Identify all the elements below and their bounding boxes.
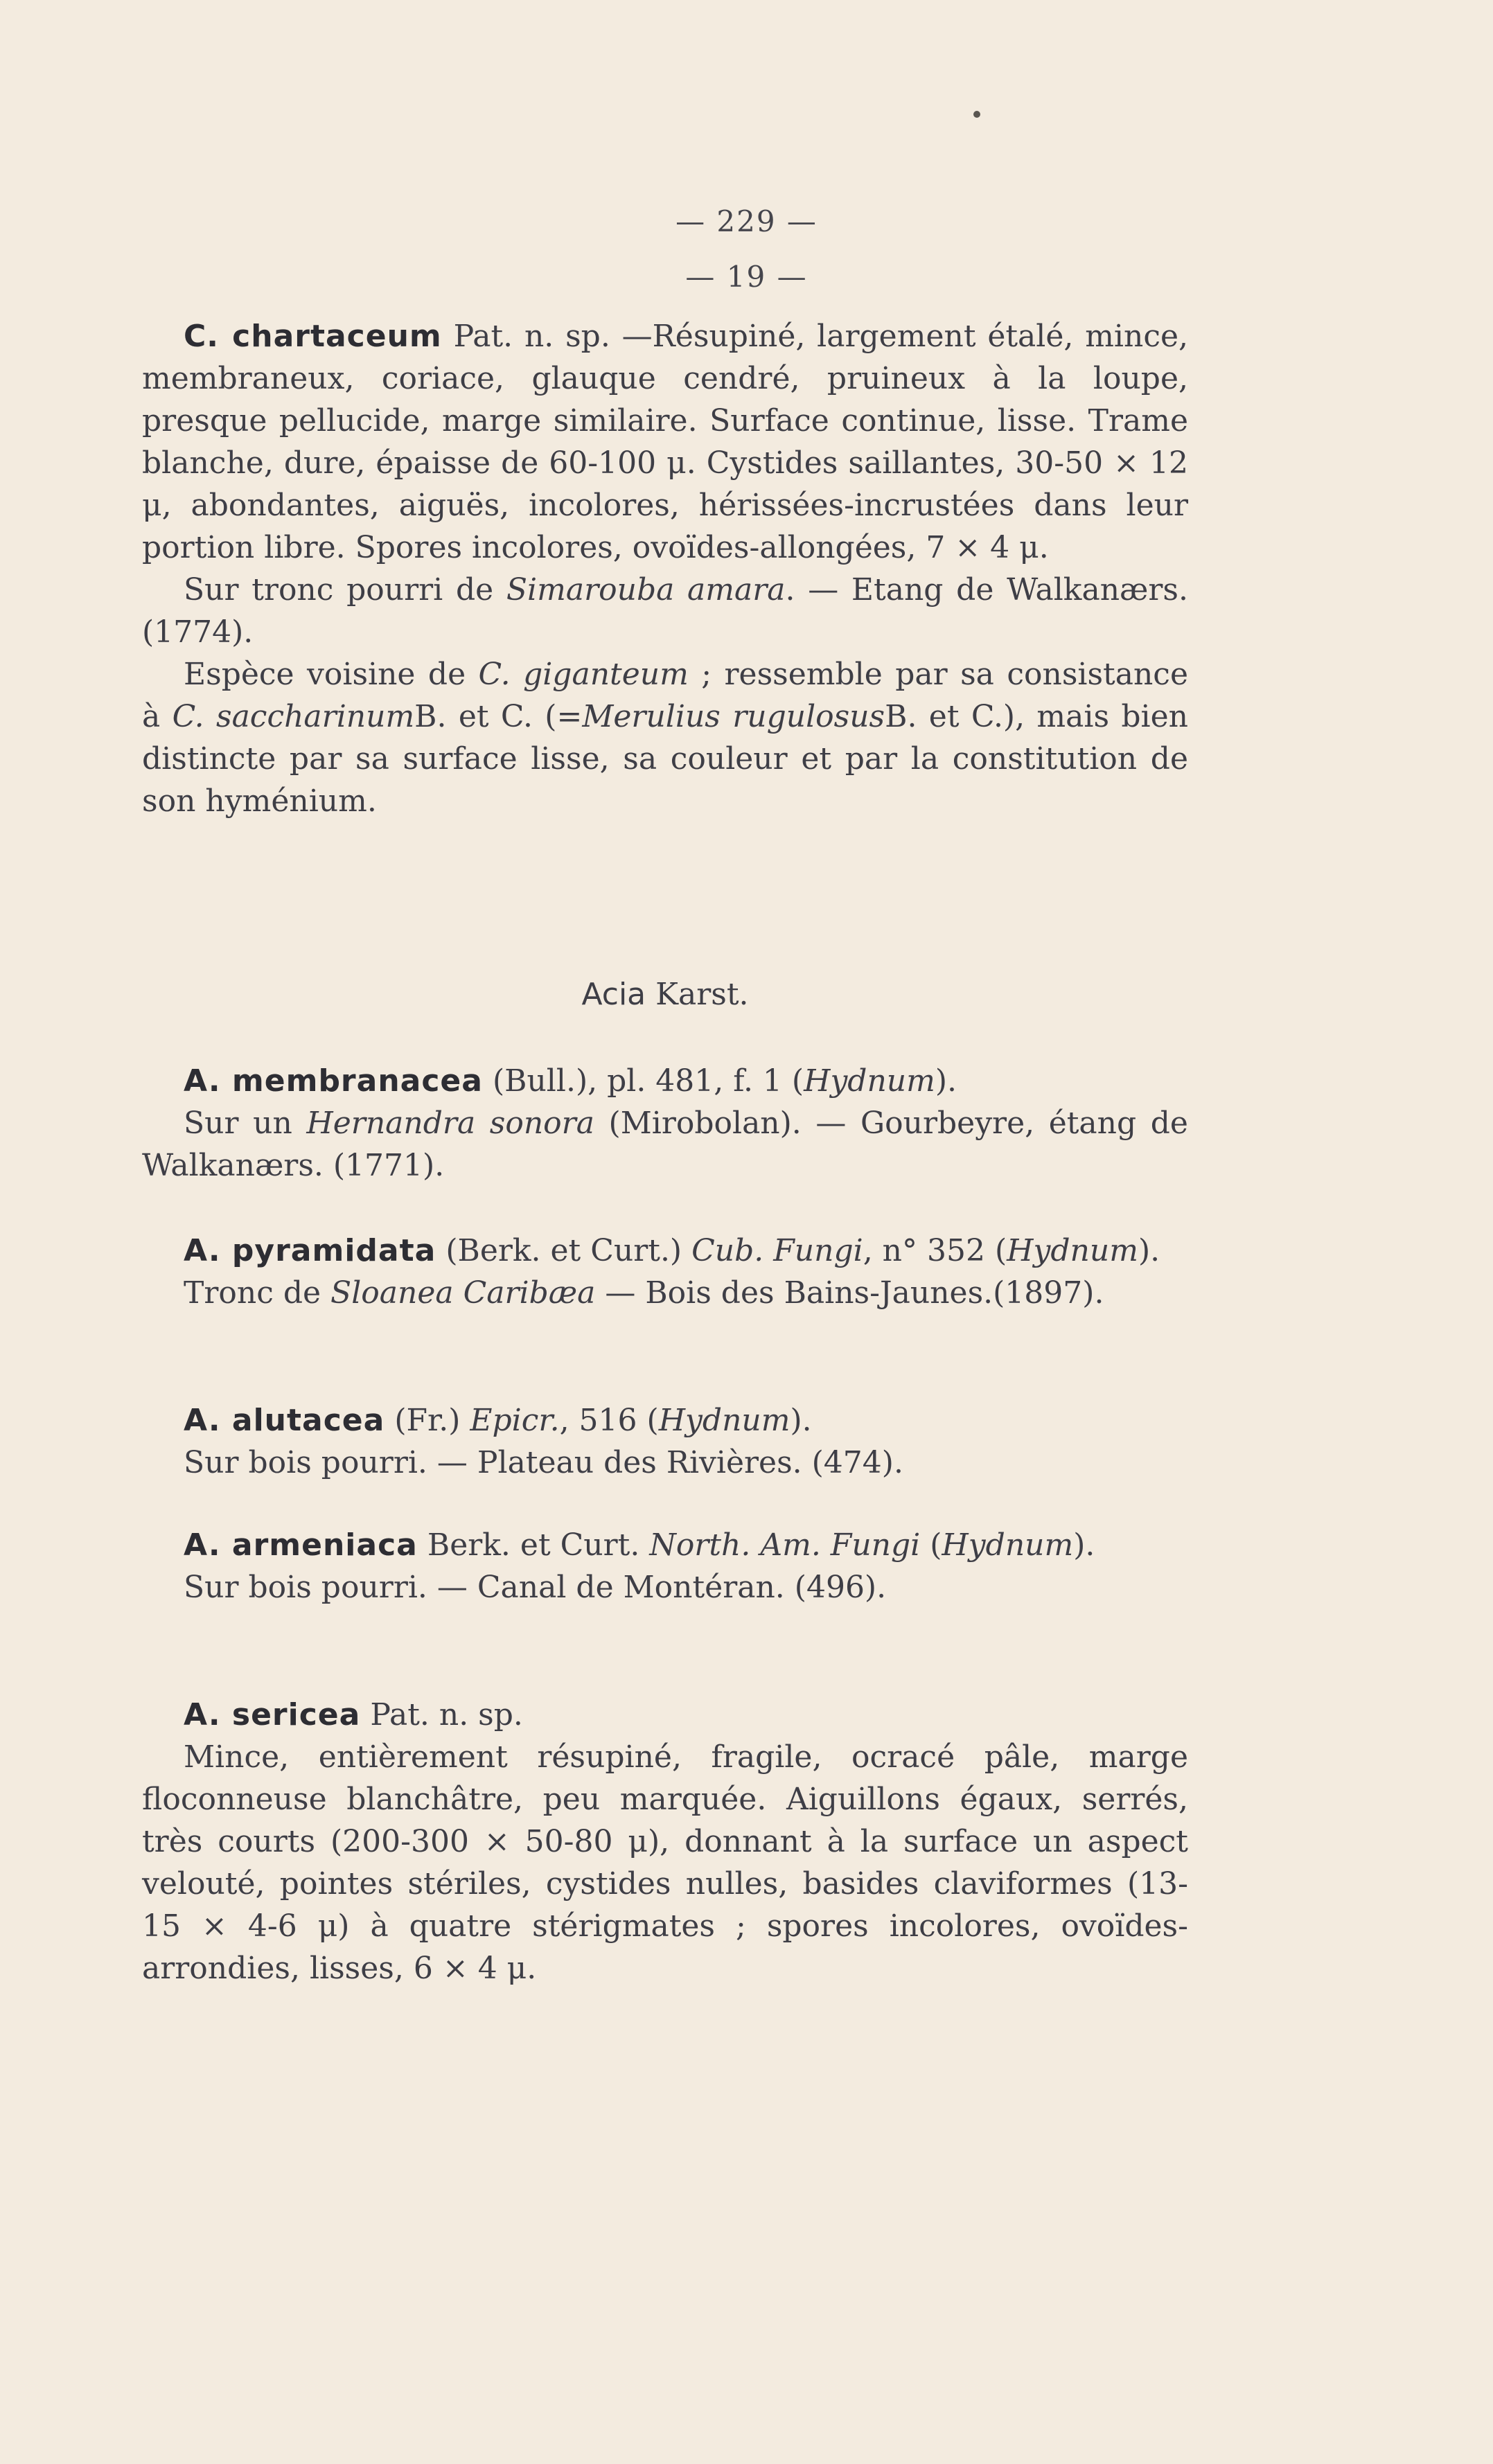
habitat-prefix: Sur tronc pourri de (184, 572, 494, 608)
note-species-2: C. saccharinum (172, 699, 415, 734)
ref-num: , n° 352 ( (863, 1233, 1007, 1268)
species-name: A. pyramidata (184, 1233, 436, 1268)
habitat-suffix: (Mirobolan). — Gourbeyre, étang de Walkanærs. (1771). (142, 1106, 1188, 1183)
species-description: —Résupiné, largement étalé, mince, membraneux, coriace, glauque cendré, pruineux à la loupe, presque pellucide, marge similaire. Surface continue, lisse. Trame blanche, dure, épaisse de 60-100 μ. Cystides saillantes, 30-50 × 12 μ, abondantes, aiguës, incolores, hérissées-incrustées dans leur portion libre. Spores incolores, ovoïdes-allongées, 7 × 4 μ. (142, 319, 1188, 565)
species-ref: (Fr.) (394, 1403, 461, 1438)
ref-end: ). (935, 1063, 957, 1099)
note-text-2: ; ressemble par sa consistance à (142, 657, 1188, 734)
note-text-4: B. et C.), mais bien distincte par sa surface lisse, sa couleur et par la constitution de son hyménium. (142, 699, 1188, 819)
species-description: Mince, entièrement résupiné, fragile, ocracé pâle, marge floconneuse blanchâtre, peu marquée. Aiguillons égaux, serrés, très courts (200-300 × 50-80 μ), donnant à la surface un aspect velouté, pointes stériles, cystides nulles, basides claviformes (13-15 × 4-6 μ) à quatre stérigmates ; spores incolores, ovoïdes-arrondies, lisses, 6 × 4 μ. (142, 1739, 1188, 1986)
species-author: Pat. n. sp. (370, 1697, 523, 1732)
habitat-suffix: — Bois des Bains-Jaunes.(1897). (605, 1275, 1104, 1311)
entry-alutacea (142, 1399, 1188, 1484)
note-text-3: B. et C. (= (414, 699, 583, 734)
ref-work: Epicr. (470, 1403, 560, 1438)
habitat-host: Hernandra sonora (306, 1106, 594, 1141)
habitat-prefix: Sur un (184, 1106, 292, 1141)
species-ref: (Berk. et Curt.) (445, 1233, 682, 1268)
ref-end: ). (790, 1403, 812, 1438)
habitat-host: Sloanea Caribæa (330, 1275, 596, 1311)
ref-end: ). (1138, 1233, 1160, 1268)
genus-author: Karst. (655, 977, 749, 1012)
note-species-1: C. giganteum (478, 657, 689, 692)
habitat: Sur bois pourri. — Canal de Montéran. (496). (184, 1570, 887, 1605)
entry-membranacea (142, 1060, 1188, 1187)
ref-open: ( (930, 1527, 942, 1563)
species-ref: Berk. et Curt. (427, 1527, 640, 1563)
page-number-secondary: — 19 — (685, 260, 808, 294)
ref-genus: Hydnum (804, 1063, 935, 1099)
entry-armeniaca (142, 1524, 1188, 1608)
habitat: Sur bois pourri. — Plateau des Rivières. (474). (184, 1445, 903, 1480)
entry-sericea (142, 1694, 1188, 1989)
genus-name: Acia (581, 977, 646, 1012)
species-ref: (Bull.), pl. 481, f. 1 ( (492, 1063, 804, 1099)
entry-pyramidata (142, 1230, 1188, 1314)
ref-work: Cub. Fungi (691, 1233, 863, 1268)
ref-work: North. Am. Fungi (649, 1527, 921, 1563)
ref-end: ). (1073, 1527, 1095, 1563)
species-name: C. chartaceum (184, 319, 442, 354)
habitat-suffix: . — Etang de Walkanærs. (1774). (142, 572, 1188, 650)
ink-speck (973, 111, 980, 118)
species-name: A. sericea (184, 1697, 361, 1732)
ref-genus: Hydnum (942, 1527, 1074, 1563)
species-name: A. alutacea (184, 1403, 385, 1438)
species-name: A. armeniaca (184, 1527, 418, 1563)
habitat-prefix: Tronc de (184, 1275, 321, 1311)
ref-genus: Hydnum (658, 1403, 790, 1438)
note-text-1: Espèce voisine de (184, 657, 466, 692)
species-author: Pat. n. sp. (453, 319, 610, 354)
genus-heading (142, 973, 1188, 1016)
habitat-host: Simarouba amara (506, 572, 786, 608)
page-number: — 229 — (675, 204, 818, 238)
note-species-3: Merulius rugulosus (582, 699, 885, 734)
species-name: A. membranacea (184, 1063, 483, 1099)
entry-chartaceum (142, 315, 1188, 822)
ref-num: , 516 ( (559, 1403, 659, 1438)
ref-genus: Hydnum (1007, 1233, 1138, 1268)
